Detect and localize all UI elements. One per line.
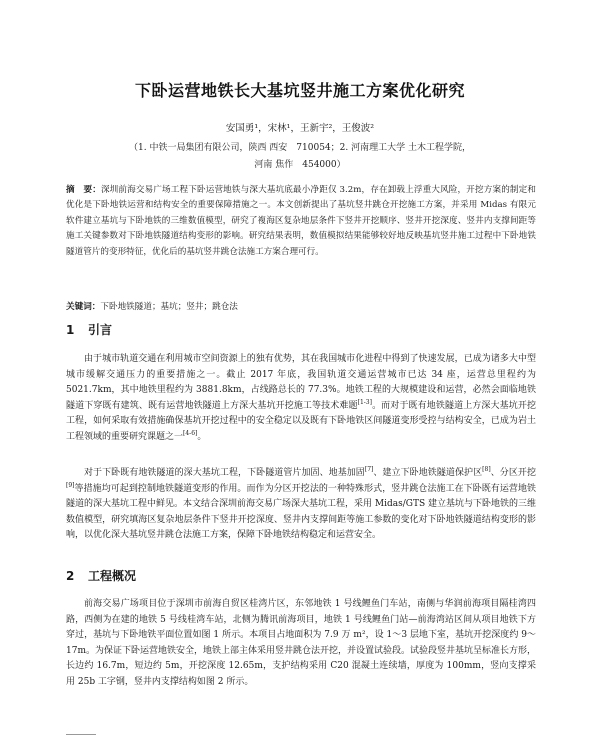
author-list: 安国勇¹，宋林¹，王新宇²，王俊波² [225, 123, 375, 134]
section-title: 工程概况 [88, 569, 137, 583]
paragraph-text: 、建立下卧地铁隧道保护区 [373, 468, 483, 478]
keywords-text: 下卧地铁隧道；基坑；竖井；跳仓法 [100, 302, 238, 312]
citation-ref: [4-6] [183, 429, 198, 437]
citation-ref: [8] [482, 466, 491, 473]
paragraph-text: 、分区开挖 [490, 468, 536, 478]
citation-ref: [7] [364, 466, 374, 473]
citation-ref: [9] [66, 481, 75, 489]
paragraph-text: 对于下卧既有地铁隧道的深大基坑工程，下卧隧道管片加固、地基加固 [84, 468, 365, 478]
intro-paragraph-2 [66, 466, 536, 544]
section-title: 引言 [88, 323, 113, 337]
footnote-divider [66, 734, 96, 735]
paragraph-text: 由于城市轨道交通在利用城市空间资源上的独有优势，其在我国城市化进程中得到了快速发展，已成为诸多大中型城市缓解交通压力的重要措施之一。截止 2017 年底，我国轨道交通运营城市已达 34 座，运营总里程约为 5021.7km，其中地铁里程约为 3881.8km，占线路总长的 77.3%。地铁工程的大规模建设和运营，必然会面临地铁隧道下穿既有建筑、既有运营地铁隧道上方深大基坑开挖施工等技术难题 [66, 354, 536, 411]
paragraph-text: 。而对于既有地铁隧道上方深大基坑开挖工程，如何采取有效措施确保基坑开挖过程中的安全稳定以及既有下卧地铁区间隧道变形受控与结构安全，已成为岩土工程领域的重要研究课题之一 [66, 400, 536, 442]
overview-paragraph-1: 前海交易广场项目位于深圳市前海自贸区桂湾片区，东邻地铁 1 号线鲤鱼门车站，南侧与华润前海项目隔桂湾四路，西侧为在建的地铁 5 号线桂湾车站，北侧为腾讯前海项目，地铁 1 号线鲤鱼门站—前海湾站区间从项目地铁下方穿过，基坑与下卧地铁平面位置如图 1 所示。本项目占地面积为 7.9 万 m²，设 1～3 层地下室，基坑开挖深度约 9～17m。为保证下卧运营地铁安全，地铁上部主体采用竖井跳仓法开挖，并设置试验段。试验段竖井基坑呈标准长方形，长边约 16.7m，短边约 5m，开挖深度 12.65m，支护结构采用 C20 混凝土连续墙，厚度为 100mm，竖向支撑采用 25b 工字钢，竖井内支撑结构如图 2 所示。 [66, 599, 536, 687]
section-number: 1 [66, 323, 75, 337]
paper-title: 下卧运营地铁长大基坑竖井施工方案优化研究 [134, 81, 465, 100]
affiliation-line-2: 河南 焦作 454000） [254, 160, 346, 170]
keywords-label: 关键词： [66, 302, 101, 312]
abstract [66, 183, 536, 260]
section-number: 2 [66, 569, 75, 583]
abstract-label: 摘 要： [66, 185, 101, 195]
abstract-text: 深圳前海交易广场工程下卧运营地铁与深大基坑底最小净距仅 3.2m，存在卸载上浮重大风险，开挖方案的制定和优化是下卧地铁运营和结构安全的重要保障措施之一。本文创新提出了基坑竖井跳仓开挖施工方案，并采用 Midas 有限元软件建立基坑与下卧地铁的三维数值模型，研究了複海区复杂地层条件下竖井开挖顺序、竖井开挖深度、竖井内支撑间距等施工关键参数对下卧地铁隧道结构变形的影响。研究结果表明，数值模拟结果能够较好地反映基坑竖井施工过程中下卧地铁隧道管片的变形特征，优化后的基坑竖井跳仓法施工方案合理可行。 [66, 185, 536, 257]
paragraph-text: 等措施均可起到控制地铁隧道变形的作用。而作为分区开挖法的一种特殊形式，竖井跳仓法施工在下卧既有运营地铁隧道的深大基坑工程中鲜见。本文结合深圳前海交易广场深大基坑工程，采用 Midas/GTS 建立基坑与下卧地铁的三维数值模型，研究填海区复杂地层条件下竖井开挖深度、竖井内支撑间距等施工参数的变化对下卧地铁隧道结构变形的影响，以优化深大基坑竖井跳仓法施工方案，保障下卧地铁结构稳定和运营安全。 [66, 483, 536, 541]
keywords [66, 300, 536, 312]
citation-ref: [1-3] [357, 398, 372, 406]
section-heading-introduction [66, 321, 112, 338]
intro-paragraph-1 [66, 352, 536, 446]
affiliation-line-1: （1. 中铁一局集团有限公司，陕西 西安 710054；2. 河南理工大学 土木工程学院， [129, 143, 471, 153]
paragraph-text: 。 [197, 431, 207, 442]
section-heading-project-overview [66, 567, 136, 584]
